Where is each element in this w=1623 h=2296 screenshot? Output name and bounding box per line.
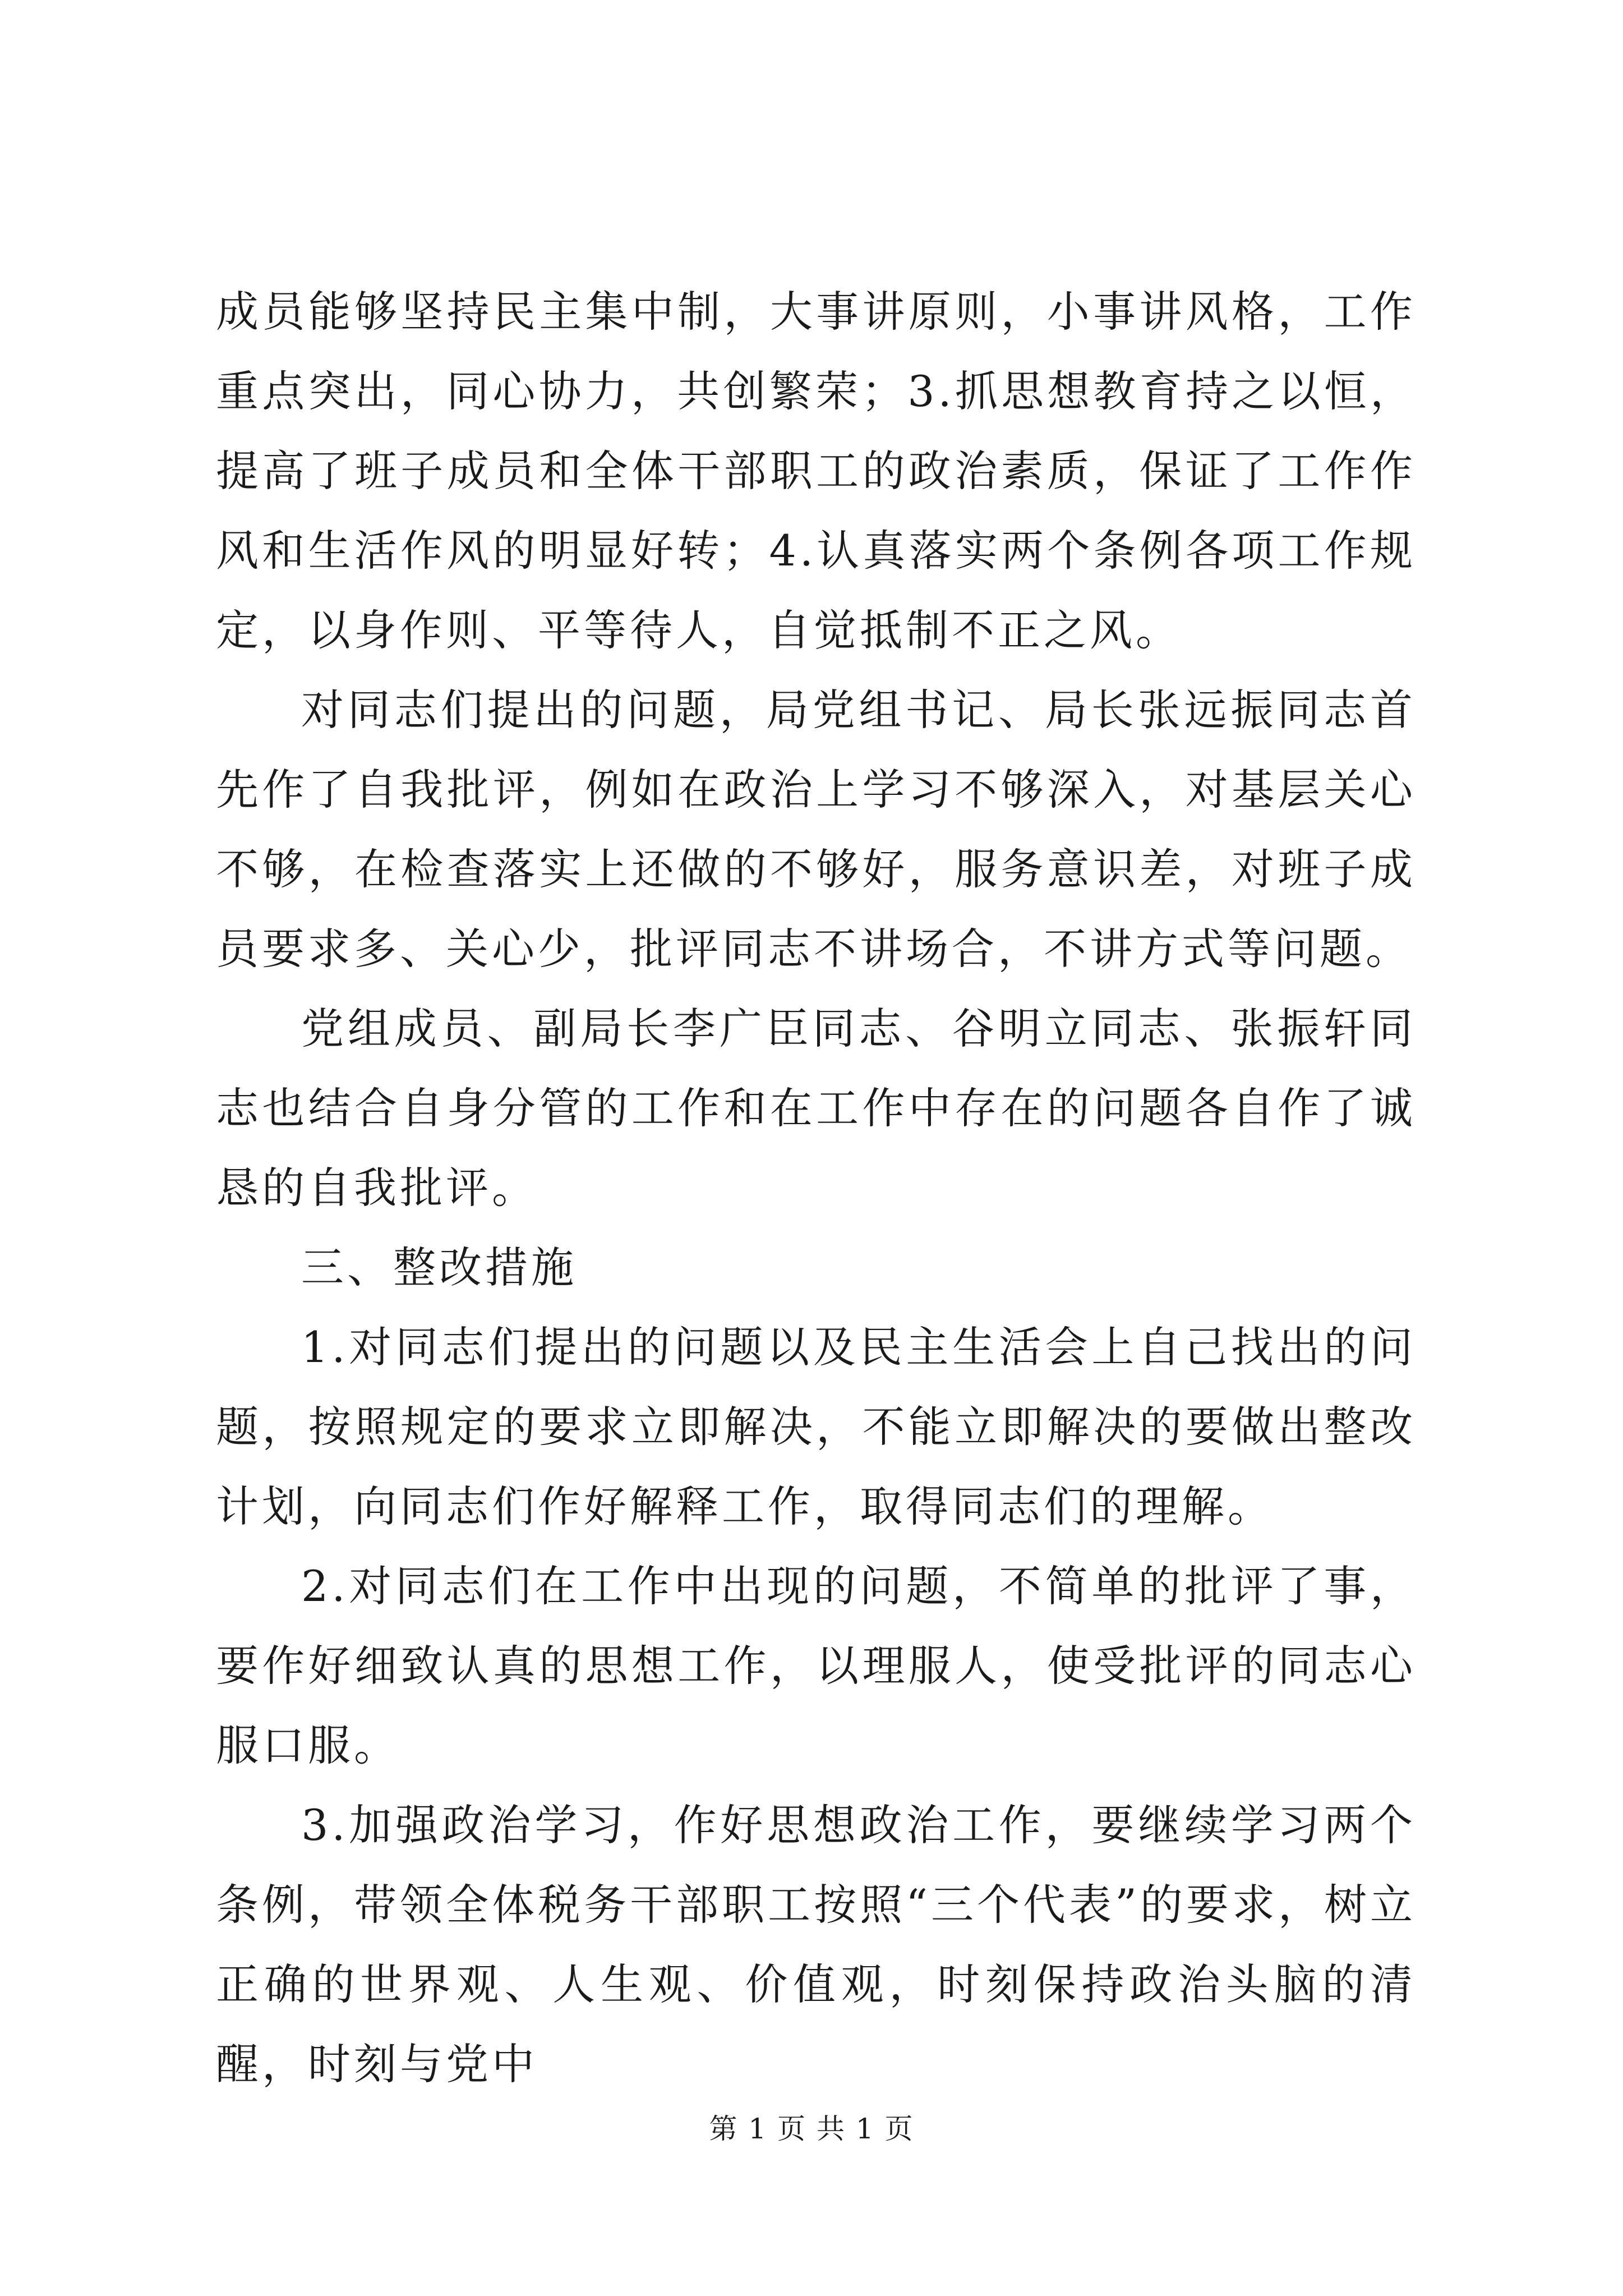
paragraph-measure-2: 2.对同志们在工作中出现的问题，不简单的批评了事，要作好细致认真的思想工作，以理服人，使受批评的同志心服口服。 [216, 1561, 1416, 1770]
paragraph-continuation: 成员能够坚持民主集中制，大事讲原则，小事讲风格，工作重点突出，同心协力，共创繁荣；3.抓思想教育持之以恒，提高了班子成员和全体干部职工的政治素质，保证了工作作风和生活作风的明显好转；4.认真落实两个条例各项工作规定，以身作则、平等待人，自觉抵制不正之风。 [216, 287, 1416, 655]
paragraph-self-criticism-members: 党组成员、副局长李广臣同志、谷明立同志、张振轩同志也结合自身分管的工作和在工作中存在的问题各自作了诚恳的自我批评。 [216, 1004, 1416, 1213]
paragraph-measure-3: 3.加强政治学习，作好思想政治工作，要继续学习两个条例，带领全体税务干部职工按照“三个代表”的要求，树立正确的世界观、人生观、价值观，时刻保持政治头脑的清醒，时刻与党中 [216, 1800, 1416, 2089]
section-heading-rectification: 三、整改措施 [301, 1243, 577, 1292]
paragraph-measure-1: 1.对同志们提出的问题以及民主生活会上自己找出的问题，按照规定的要求立即解决，不能立即解决的要做出整改计划，向同志们作好解释工作，取得同志们的理解。 [216, 1322, 1416, 1531]
document-body [216, 272, 1416, 2104]
paragraph-self-criticism-director: 对同志们提出的问题，局党组书记、局长张远振同志首先作了自我批评，例如在政治上学习不够深入，对基层关心不够，在检查落实上还做的不够好，服务意识差，对班子成员要求多、关心少，批评同志不讲场合，不讲方式等问题。 [216, 685, 1416, 974]
page-footer: 第 1 页 共 1 页 [709, 2113, 914, 2145]
